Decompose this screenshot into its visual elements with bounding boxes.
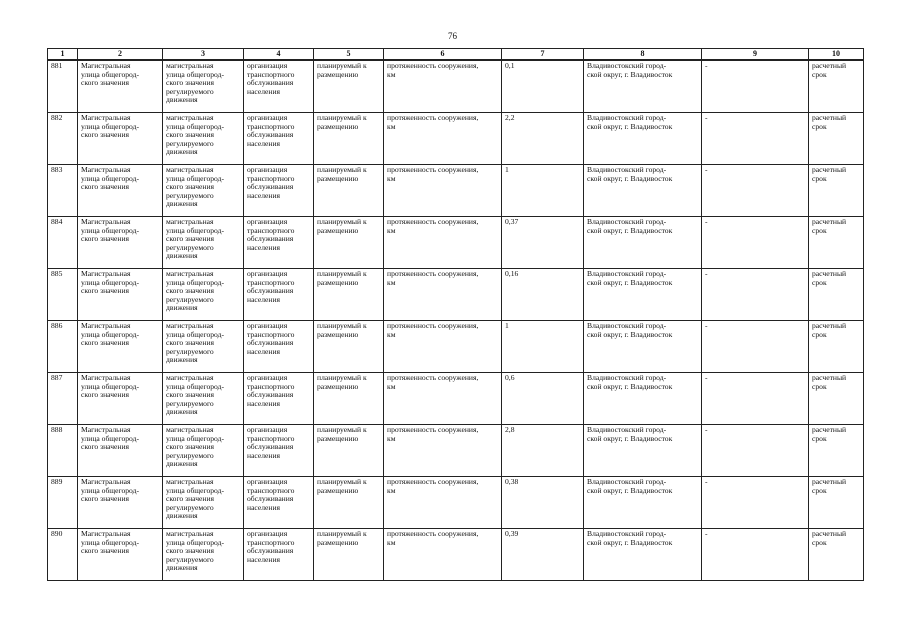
cell-characteristic-value: 0,1 (502, 60, 584, 113)
cell-protection-zone: - (702, 321, 809, 373)
cell-object-status: планируемый к размещению (314, 477, 384, 529)
cell-object-purpose: организация транспортного обслуживания населения (244, 373, 314, 425)
cell-object-status: планируемый к размещению (314, 165, 384, 217)
table-row (48, 321, 864, 373)
cell-characteristic-value: 2,8 (502, 425, 584, 477)
column-header-9: 9 (702, 49, 809, 61)
cell-implementation-period: расчетный срок (809, 477, 864, 529)
cell-location: Владивостокский город- ской округ, г. Владивосток (584, 217, 702, 269)
column-header-7: 7 (502, 49, 584, 61)
cell-row-number: 886 (48, 321, 78, 373)
cell-object-type: магистральная улица общегород- ского значения регулируемого движения (163, 477, 244, 529)
cell-row-number: 881 (48, 60, 78, 113)
column-header-10: 10 (809, 49, 864, 61)
registry-body (48, 60, 864, 581)
table-row (48, 269, 864, 321)
column-header-8: 8 (584, 49, 702, 61)
cell-object-purpose: организация транспортного обслуживания населения (244, 60, 314, 113)
cell-implementation-period: расчетный срок (809, 425, 864, 477)
cell-location: Владивостокский город- ской округ, г. Владивосток (584, 477, 702, 529)
cell-object-purpose: организация транспортного обслуживания населения (244, 113, 314, 165)
cell-row-number: 889 (48, 477, 78, 529)
cell-protection-zone: - (702, 60, 809, 113)
cell-characteristic-name: протяженность сооружения, км (384, 321, 502, 373)
cell-characteristic-value: 1 (502, 165, 584, 217)
cell-characteristic-value: 0,38 (502, 477, 584, 529)
cell-protection-zone: - (702, 217, 809, 269)
column-header-6: 6 (384, 49, 502, 61)
cell-object-status: планируемый к размещению (314, 321, 384, 373)
cell-characteristic-name: протяженность сооружения, км (384, 165, 502, 217)
registry-table (47, 48, 864, 581)
cell-object-status: планируемый к размещению (314, 373, 384, 425)
cell-location: Владивостокский город- ской округ, г. Владивосток (584, 165, 702, 217)
cell-object-name: Магистральная улица общегород- ского значения (78, 60, 163, 113)
cell-implementation-period: расчетный срок (809, 60, 864, 113)
cell-location: Владивостокский город- ской округ, г. Владивосток (584, 373, 702, 425)
table-row (48, 60, 864, 113)
cell-object-type: магистральная улица общегород- ского значения регулируемого движения (163, 269, 244, 321)
table-row (48, 477, 864, 529)
cell-protection-zone: - (702, 373, 809, 425)
cell-object-name: Магистральная улица общегород- ского значения (78, 217, 163, 269)
cell-location: Владивостокский город- ской округ, г. Владивосток (584, 269, 702, 321)
cell-object-name: Магистральная улица общегород- ского значения (78, 373, 163, 425)
cell-object-purpose: организация транспортного обслуживания населения (244, 269, 314, 321)
cell-object-type: магистральная улица общегород- ского значения регулируемого движения (163, 217, 244, 269)
cell-object-type: магистральная улица общегород- ского значения регулируемого движения (163, 425, 244, 477)
cell-object-status: планируемый к размещению (314, 269, 384, 321)
cell-protection-zone: - (702, 477, 809, 529)
page-number: 76 (448, 31, 457, 41)
column-header-2: 2 (78, 49, 163, 61)
cell-object-purpose: организация транспортного обслуживания населения (244, 217, 314, 269)
table-row (48, 373, 864, 425)
cell-object-status: планируемый к размещению (314, 113, 384, 165)
column-header-5: 5 (314, 49, 384, 61)
cell-characteristic-name: протяженность сооружения, км (384, 477, 502, 529)
cell-object-status: планируемый к размещению (314, 529, 384, 581)
cell-row-number: 882 (48, 113, 78, 165)
table-row (48, 217, 864, 269)
cell-protection-zone: - (702, 425, 809, 477)
cell-location: Владивостокский город- ской округ, г. Владивосток (584, 113, 702, 165)
cell-characteristic-value: 0,37 (502, 217, 584, 269)
cell-object-purpose: организация транспортного обслуживания населения (244, 165, 314, 217)
cell-implementation-period: расчетный срок (809, 269, 864, 321)
column-header-3: 3 (163, 49, 244, 61)
cell-implementation-period: расчетный срок (809, 321, 864, 373)
cell-row-number: 884 (48, 217, 78, 269)
cell-object-purpose: организация транспортного обслуживания населения (244, 425, 314, 477)
cell-characteristic-name: протяженность сооружения, км (384, 113, 502, 165)
cell-row-number: 888 (48, 425, 78, 477)
cell-characteristic-value: 1 (502, 321, 584, 373)
cell-location: Владивостокский город- ской округ, г. Владивосток (584, 321, 702, 373)
cell-object-name: Магистральная улица общегород- ского значения (78, 477, 163, 529)
cell-object-name: Магистральная улица общегород- ского значения (78, 165, 163, 217)
cell-row-number: 883 (48, 165, 78, 217)
cell-characteristic-value: 0,16 (502, 269, 584, 321)
cell-characteristic-value: 0,39 (502, 529, 584, 581)
cell-characteristic-name: протяженность сооружения, км (384, 425, 502, 477)
cell-protection-zone: - (702, 529, 809, 581)
cell-location: Владивостокский город- ской округ, г. Владивосток (584, 60, 702, 113)
cell-location: Владивостокский город- ской округ, г. Владивосток (584, 425, 702, 477)
cell-characteristic-name: протяженность сооружения, км (384, 60, 502, 113)
cell-characteristic-value: 0,6 (502, 373, 584, 425)
cell-row-number: 885 (48, 269, 78, 321)
cell-object-status: планируемый к размещению (314, 60, 384, 113)
cell-object-name: Магистральная улица общегород- ского значения (78, 425, 163, 477)
cell-implementation-period: расчетный срок (809, 113, 864, 165)
table-row (48, 113, 864, 165)
cell-object-type: магистральная улица общегород- ского значения регулируемого движения (163, 165, 244, 217)
cell-characteristic-value: 2,2 (502, 113, 584, 165)
cell-protection-zone: - (702, 269, 809, 321)
cell-protection-zone: - (702, 165, 809, 217)
cell-location: Владивостокский город- ской округ, г. Владивосток (584, 529, 702, 581)
cell-object-purpose: организация транспортного обслуживания населения (244, 529, 314, 581)
cell-object-type: магистральная улица общегород- ского значения регулируемого движения (163, 373, 244, 425)
cell-implementation-period: расчетный срок (809, 217, 864, 269)
cell-object-name: Магистральная улица общегород- ского значения (78, 113, 163, 165)
cell-implementation-period: расчетный срок (809, 373, 864, 425)
cell-characteristic-name: протяженность сооружения, км (384, 373, 502, 425)
cell-row-number: 887 (48, 373, 78, 425)
cell-characteristic-name: протяженность сооружения, км (384, 217, 502, 269)
column-header-1: 1 (48, 49, 78, 61)
cell-characteristic-name: протяженность сооружения, км (384, 269, 502, 321)
cell-object-name: Магистральная улица общегород- ского значения (78, 529, 163, 581)
cell-object-type: магистральная улица общегород- ского значения регулируемого движения (163, 321, 244, 373)
cell-characteristic-name: протяженность сооружения, км (384, 529, 502, 581)
table-row (48, 529, 864, 581)
cell-implementation-period: расчетный срок (809, 165, 864, 217)
cell-object-type: магистральная улица общегород- ского значения регулируемого движения (163, 113, 244, 165)
cell-object-status: планируемый к размещению (314, 217, 384, 269)
cell-object-name: Магистральная улица общегород- ского значения (78, 321, 163, 373)
cell-object-purpose: организация транспортного обслуживания населения (244, 321, 314, 373)
table-row (48, 165, 864, 217)
table-row (48, 425, 864, 477)
cell-object-name: Магистральная улица общегород- ского значения (78, 269, 163, 321)
cell-object-purpose: организация транспортного обслуживания населения (244, 477, 314, 529)
cell-implementation-period: расчетный срок (809, 529, 864, 581)
cell-object-status: планируемый к размещению (314, 425, 384, 477)
column-header-4: 4 (244, 49, 314, 61)
cell-object-type: магистральная улица общегород- ского значения регулируемого движения (163, 60, 244, 113)
cell-protection-zone: - (702, 113, 809, 165)
cell-object-type: магистральная улица общегород- ского значения регулируемого движения (163, 529, 244, 581)
header-row (48, 49, 864, 61)
cell-row-number: 890 (48, 529, 78, 581)
